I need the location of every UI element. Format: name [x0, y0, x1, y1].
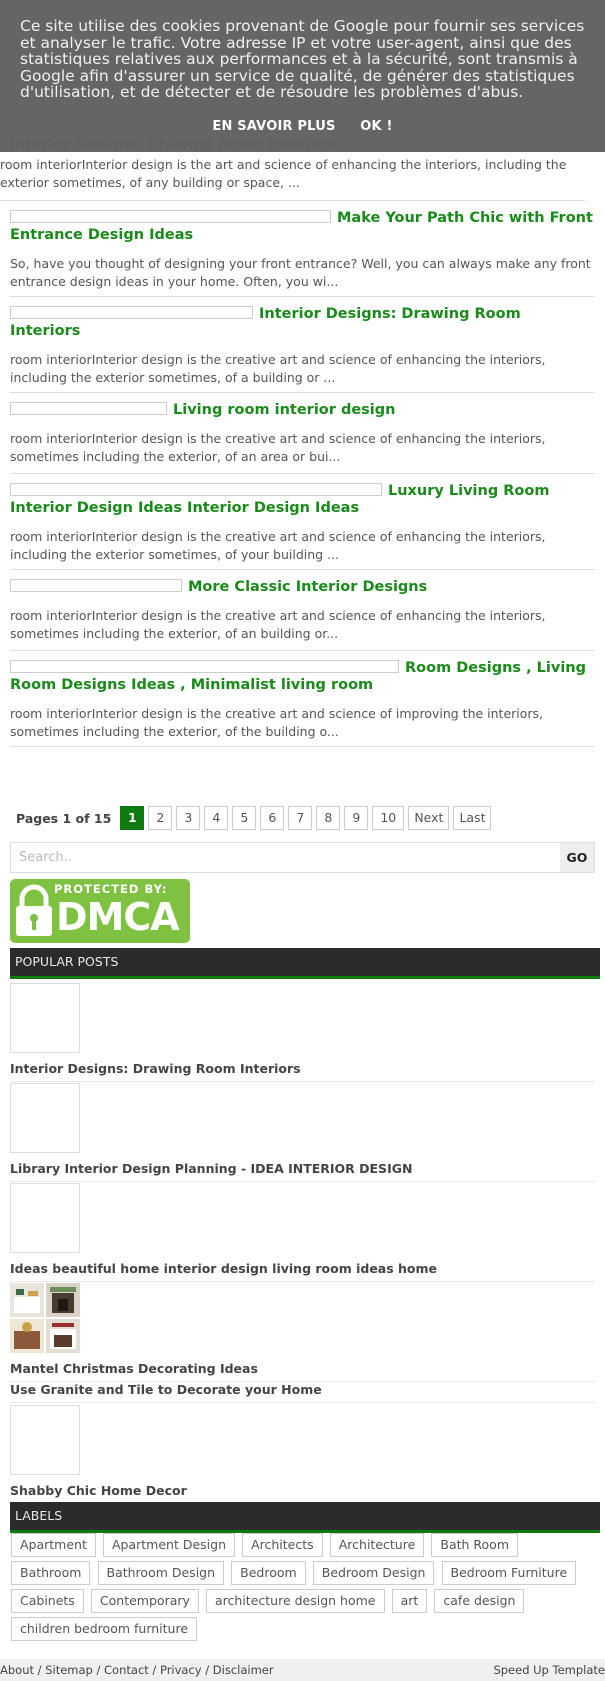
popular-post-title[interactable]: Use Granite and Tile to Decorate your Home: [10, 1382, 322, 1397]
cookie-text: Ce site utilise des cookies provenant de Google pour fournir ses services et analyser le trafic. Votre adresse IP et votre user-agent, ainsi que des statistiques relatives aux performances et à la sécurité, sont transmis à Google afin d'assurer un service de qualité, de générer des statistiques d'utilisation, et de détecter et de résoudre les problèmes d'abus.: [20, 17, 585, 101]
post-title-3[interactable]: Living room interior design: [173, 402, 396, 418]
label-tag[interactable]: Bathroom Design: [98, 1561, 225, 1585]
footer-links: About / Sitemap / Contact / Privacy / Disclaimer: [0, 1663, 274, 1677]
popular-post-thumbnail[interactable]: [10, 1183, 80, 1253]
page-6-button[interactable]: 6: [260, 806, 284, 830]
dmca-protected-text: PROTECTED BY:: [54, 882, 168, 896]
label-tag[interactable]: cafe design: [434, 1589, 524, 1613]
post-title-4[interactable]: Luxury Living Room Interior Design Ideas Interior Design Ideas: [10, 483, 550, 516]
last-page-button[interactable]: Last: [453, 806, 491, 830]
label-tag[interactable]: Bedroom Furniture: [442, 1561, 577, 1585]
pagination: [10, 806, 495, 830]
post-snippet-6: room interiorInterior design is the creative art and science of improving the interiors, sometimes including the exterior, of the building o...: [10, 706, 544, 739]
popular-post-title[interactable]: Interior Designs: Drawing Room Interiors: [10, 1061, 301, 1076]
popular-post-item: [10, 1405, 595, 1504]
label-tag[interactable]: art: [392, 1589, 428, 1613]
popular-post-title[interactable]: Ideas beautiful home interior design living room ideas home: [10, 1261, 438, 1276]
label-tag[interactable]: Apartment Design: [103, 1533, 235, 1557]
label-tag[interactable]: Bedroom Design: [313, 1561, 435, 1585]
search-go-button[interactable]: GO: [560, 843, 594, 872]
label-tag[interactable]: architecture design home: [206, 1589, 385, 1613]
popular-post-title[interactable]: Library Interior Design Planning - IDEA INTERIOR DESIGN: [10, 1161, 413, 1176]
post-snippet-5: room interiorInterior design is the creative art and science of enhancing the interiors, sometimes including the exterior, of an building or...: [10, 608, 546, 641]
label-tag[interactable]: Bath Room: [431, 1533, 518, 1557]
label-tag[interactable]: Architects: [242, 1533, 323, 1557]
post-title-6[interactable]: Room Designs , Living Room Designs Ideas , Minimalist living room: [10, 660, 586, 693]
footer-link-sitemap[interactable]: Sitemap: [45, 1663, 93, 1677]
label-tag[interactable]: Contemporary: [91, 1589, 199, 1613]
page-2-button[interactable]: 2: [148, 806, 172, 830]
footer-link-contact[interactable]: Contact: [104, 1663, 149, 1677]
post-thumbnail[interactable]: [10, 402, 167, 415]
post-snippet-3: room interiorInterior design is the creative art and science of enhancing the interiors, sometimes including the exterior, of an area or bui...: [10, 431, 546, 464]
post-title-1[interactable]: Make Your Path Chic with Front Entrance Design Ideas: [10, 210, 593, 243]
footer-link-privacy[interactable]: Privacy: [159, 1663, 202, 1677]
cookie-actions: [20, 119, 585, 134]
cookie-ok-button[interactable]: OK !: [360, 118, 393, 134]
popular-post-item: [10, 983, 595, 1082]
popular-post-thumbnail[interactable]: [10, 1083, 80, 1153]
dmca-logo-text: DMCA: [56, 895, 179, 939]
popular-post-thumbnail[interactable]: [10, 1405, 80, 1475]
popular-post-item: [10, 1382, 595, 1403]
popular-post-item: [10, 1283, 595, 1382]
post-thumbnail[interactable]: [10, 210, 331, 223]
post-snippet-0: room interiorInterior design is the art and science of enhancing the interiors, including the exterior sometimes, of any building or space, ...: [0, 157, 567, 190]
learn-more-button[interactable]: EN SAVOIR PLUS: [212, 118, 336, 134]
post-2: [10, 306, 595, 393]
page-8-button[interactable]: 8: [316, 806, 340, 830]
post-thumbnail[interactable]: [10, 483, 382, 496]
dmca-badge[interactable]: [10, 879, 190, 943]
page-7-button[interactable]: 7: [288, 806, 312, 830]
labels-cloud: [10, 1533, 595, 1645]
page-4-button[interactable]: 4: [204, 806, 228, 830]
popular-post-title[interactable]: Shabby Chic Home Decor: [10, 1483, 187, 1498]
page-10-button[interactable]: 10: [372, 806, 404, 830]
post-6: [10, 660, 595, 747]
page-3-button[interactable]: 3: [176, 806, 200, 830]
post-snippet-2: room interiorInterior design is the creative art and science of enhancing the interiors, including the exterior sometimes, of a building or ...: [10, 352, 546, 385]
post-5: [10, 579, 595, 651]
post-0: [0, 156, 585, 201]
footer-credit[interactable]: Speed Up Template: [493, 1663, 605, 1677]
search-box: [10, 842, 595, 873]
post-4: [10, 483, 595, 570]
post-thumbnail[interactable]: [10, 660, 399, 673]
post-thumbnail[interactable]: [10, 306, 253, 319]
post-snippet-1: So, have you thought of designing your front entrance? Well, you can always make any front entrance design ideas in your home. Often, you wi...: [10, 256, 591, 289]
post-snippet-4: room interiorInterior design is the creative art and science of enhancing the interiors, including the exterior sometimes, of your building ...: [10, 529, 546, 562]
popular-post-item: [10, 1083, 595, 1182]
page-1-button[interactable]: 1: [120, 806, 144, 830]
label-tag[interactable]: Apartment: [11, 1533, 96, 1557]
page-count-label: Pages 1 of 15: [16, 810, 112, 826]
post-1: [10, 210, 595, 297]
cookie-consent-bar: [0, 0, 605, 152]
label-tag[interactable]: Bedroom: [231, 1561, 306, 1585]
page-9-button[interactable]: 9: [344, 806, 368, 830]
post-3: [10, 402, 595, 474]
label-tag[interactable]: Bathroom: [11, 1561, 90, 1585]
popular-posts-heading: POPULAR POSTS: [10, 948, 600, 979]
post-thumbnail[interactable]: [10, 579, 182, 592]
popular-post-item: [10, 1183, 595, 1282]
footer-link-about[interactable]: About: [0, 1663, 35, 1677]
footer: [0, 1659, 605, 1681]
label-tag[interactable]: children bedroom furniture: [11, 1617, 197, 1641]
search-input[interactable]: [11, 843, 567, 872]
post-title-2[interactable]: Interior Designs: Drawing Room Interiors: [10, 306, 521, 339]
post-title-5[interactable]: More Classic Interior Designs: [188, 579, 428, 595]
labels-heading: LABELS: [10, 1502, 600, 1533]
popular-post-title[interactable]: Mantel Christmas Decorating Ideas: [10, 1361, 258, 1376]
next-page-button[interactable]: Next: [408, 806, 449, 830]
page-5-button[interactable]: 5: [232, 806, 256, 830]
mantel-collage-thumbnail[interactable]: [10, 1283, 80, 1353]
footer-link-disclaimer[interactable]: Disclaimer: [212, 1663, 274, 1677]
label-tag[interactable]: Architecture: [330, 1533, 425, 1557]
label-tag[interactable]: Cabinets: [11, 1589, 84, 1613]
popular-post-thumbnail[interactable]: [10, 983, 80, 1053]
